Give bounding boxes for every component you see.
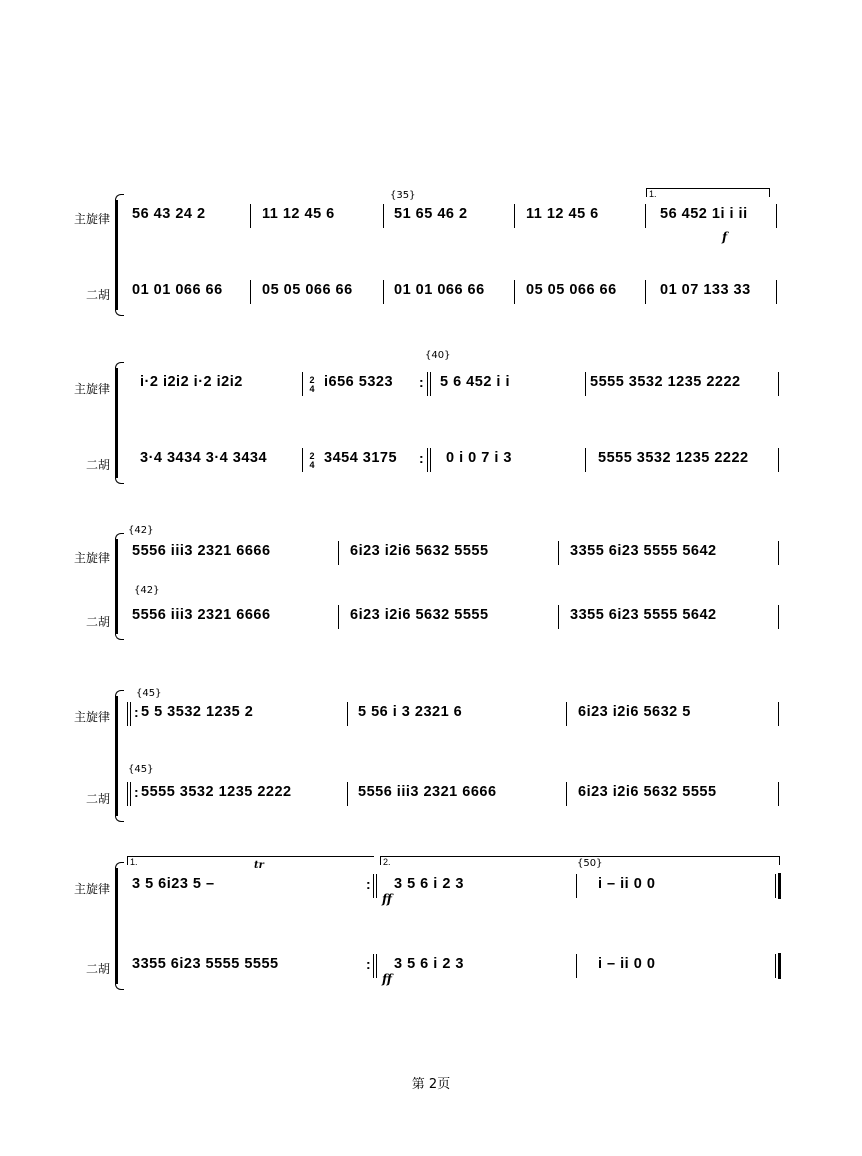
barline xyxy=(338,541,339,565)
barline xyxy=(566,702,567,726)
barline xyxy=(585,372,586,396)
measure: i – ii 0 0 xyxy=(598,876,656,892)
staff-erhu xyxy=(0,954,862,994)
staff-erhu xyxy=(0,280,862,320)
repeat-end: : xyxy=(366,956,371,972)
measure: 6i23 i2i6 5632 5555 xyxy=(350,607,489,623)
volta-second-ending: 2. xyxy=(380,856,780,865)
barline xyxy=(585,448,586,472)
time-signature: 2 4 xyxy=(309,375,315,394)
barline xyxy=(558,541,559,565)
final-barline xyxy=(775,954,776,978)
part-label-erhu: 二胡 xyxy=(85,288,110,302)
barline xyxy=(778,782,779,806)
dynamic-marking: ff xyxy=(382,972,392,986)
rehearsal-mark: {35} xyxy=(390,190,416,201)
barline xyxy=(302,372,303,396)
barline xyxy=(338,605,339,629)
dynamic-marking: ff xyxy=(382,892,392,906)
staff-melody xyxy=(0,541,862,581)
barline xyxy=(778,541,779,565)
measure: 5555 3532 1235 2222 xyxy=(598,450,749,466)
staff-melody xyxy=(0,372,862,412)
repeat-end: : xyxy=(419,374,424,390)
measure: 01 01 066 66 xyxy=(394,282,485,298)
barline xyxy=(250,204,251,228)
measure: 5 56 i 3 2321 6 xyxy=(358,704,463,720)
measure: 5556 iii3 2321 6666 xyxy=(132,607,271,623)
rehearsal-mark: {45} xyxy=(128,764,154,775)
barline xyxy=(250,280,251,304)
volta-first-ending: 1. xyxy=(127,856,374,865)
part-label-erhu: 二胡 xyxy=(85,962,110,976)
measure: 3 5 6i23 5 – xyxy=(132,876,215,892)
staff-erhu xyxy=(0,782,862,822)
barline xyxy=(576,874,577,898)
time-signature: 2 4 xyxy=(309,451,315,470)
dynamic-marking: f xyxy=(722,230,728,244)
barline xyxy=(427,372,428,396)
staff-melody xyxy=(0,702,862,742)
staff-melody xyxy=(0,204,862,244)
barline xyxy=(514,280,515,304)
repeat-end: : xyxy=(366,876,371,892)
measure: i·2 i2i2 i·2 i2i2 xyxy=(140,374,243,390)
barline xyxy=(558,605,559,629)
part-label-melody: 主旋律 xyxy=(73,882,110,896)
measure: 5 6 452 i i xyxy=(440,374,510,390)
measure: 01 07 133 33 xyxy=(660,282,751,298)
staff-melody xyxy=(0,874,862,914)
measure: 56 43 24 2 xyxy=(132,206,206,222)
measure: 05 05 066 66 xyxy=(262,282,353,298)
repeat-start: : xyxy=(134,784,139,800)
measure: 3 5 6 i 2 3 xyxy=(394,956,464,972)
staff-erhu xyxy=(0,605,862,645)
barline xyxy=(347,702,348,726)
barline xyxy=(566,782,567,806)
measure: 05 05 066 66 xyxy=(526,282,617,298)
measure: 51 65 46 2 xyxy=(394,206,468,222)
trill-marking: tr xyxy=(254,860,264,871)
measure: 5556 iii3 2321 6666 xyxy=(358,784,497,800)
part-label-melody: 主旋律 xyxy=(73,551,110,565)
measure: 0 i 0 7 i 3 xyxy=(446,450,512,466)
part-label-erhu: 二胡 xyxy=(85,458,110,472)
part-label-melody: 主旋律 xyxy=(73,382,110,396)
repeat-start-barline xyxy=(127,702,128,726)
measure: 3355 6i23 5555 5555 xyxy=(132,956,279,972)
measure: 5556 iii3 2321 6666 xyxy=(132,543,271,559)
barline xyxy=(347,782,348,806)
barline xyxy=(776,204,777,228)
measure: 6i23 i2i6 5632 5555 xyxy=(578,784,717,800)
measure: 5555 3532 1235 2222 xyxy=(590,374,741,390)
measure: 5555 3532 1235 2222 xyxy=(141,784,292,800)
measure: 11 12 45 6 xyxy=(262,206,335,222)
measure: 6i23 i2i6 5632 5 xyxy=(578,704,691,720)
measure: 3355 6i23 5555 5642 xyxy=(570,543,717,559)
measure: 3355 6i23 5555 5642 xyxy=(570,607,717,623)
final-barline xyxy=(775,874,776,898)
barline xyxy=(645,204,646,228)
rehearsal-mark: {42} xyxy=(134,585,160,596)
part-label-erhu: 二胡 xyxy=(85,615,110,629)
barline xyxy=(383,280,384,304)
measure: 3 5 6 i 2 3 xyxy=(394,876,464,892)
part-label-melody: 主旋律 xyxy=(73,212,110,226)
barline xyxy=(427,448,428,472)
barline xyxy=(373,874,374,898)
volta-first-ending: 1. xyxy=(646,188,770,197)
measure: 3454 3175 xyxy=(324,450,398,466)
repeat-end: : xyxy=(419,450,424,466)
barline xyxy=(778,702,779,726)
part-label-melody: 主旋律 xyxy=(73,710,110,724)
barline xyxy=(383,204,384,228)
measure: 3·4 3434 3·4 3434 xyxy=(140,450,268,466)
measure: i656 5323 xyxy=(324,374,394,390)
rehearsal-mark: {45} xyxy=(136,688,162,699)
repeat-start-barline xyxy=(127,782,128,806)
measure: i – ii 0 0 xyxy=(598,956,656,972)
barline xyxy=(302,448,303,472)
barline xyxy=(645,280,646,304)
measure: 5 5 3532 1235 2 xyxy=(141,704,254,720)
barline xyxy=(778,605,779,629)
part-label-erhu: 二胡 xyxy=(85,792,110,806)
measure: 11 12 45 6 xyxy=(526,206,599,222)
barline xyxy=(576,954,577,978)
page-number: 第 2页 xyxy=(411,1077,451,1092)
staff-erhu xyxy=(0,448,862,488)
rehearsal-mark: {50} xyxy=(577,858,603,869)
rehearsal-mark: {42} xyxy=(128,525,154,536)
measure: 6i23 i2i6 5632 5555 xyxy=(350,543,489,559)
barline xyxy=(776,280,777,304)
repeat-start: : xyxy=(134,704,139,720)
measure: 01 01 066 66 xyxy=(132,282,223,298)
barline xyxy=(514,204,515,228)
measure: 56 452 1i i ii xyxy=(660,206,748,222)
rehearsal-mark: {40} xyxy=(425,350,451,361)
barline xyxy=(778,448,779,472)
barline xyxy=(373,954,374,978)
barline xyxy=(778,372,779,396)
